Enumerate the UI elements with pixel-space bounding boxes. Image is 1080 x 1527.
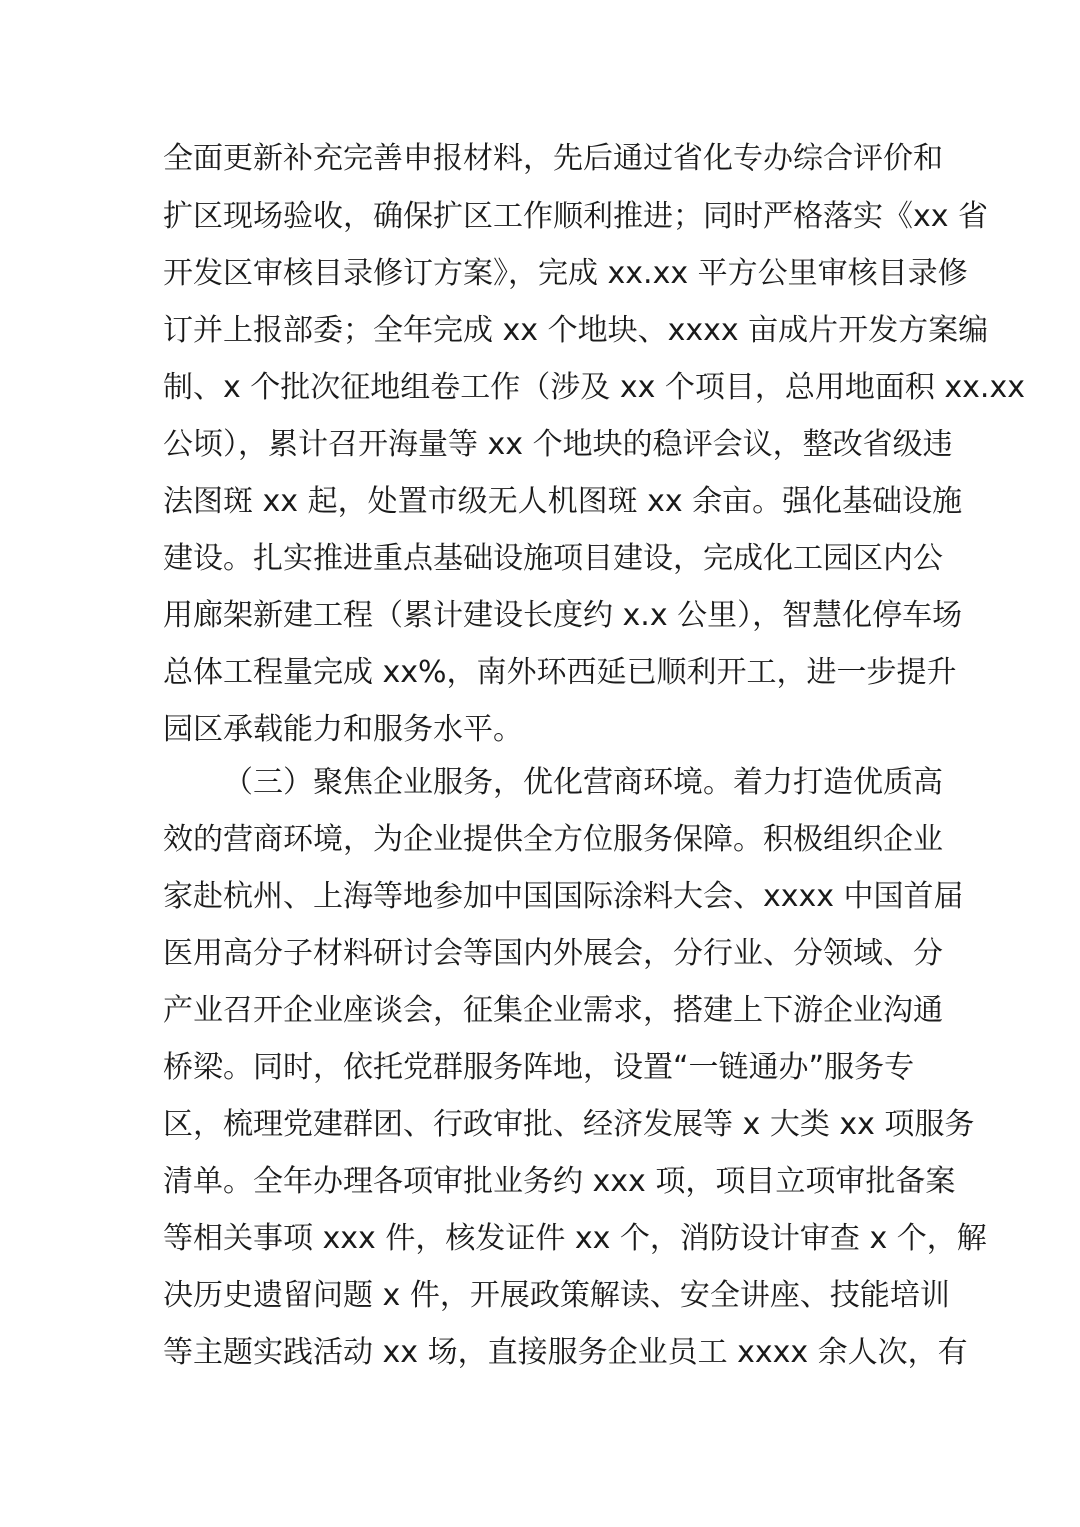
text-line: 总体工程量完成 xx%，南外环西延已顺利开工，进一步提升 [163,655,957,690]
text-line: 区，梳理党建群团、行政审批、经济发展等 x 大类 xx 项服务 [163,1107,975,1142]
text-line: 用廊架新建工程（累计建设长度约 x.x 公里），智慧化停车场 [163,598,963,633]
text-line: 决历史遗留问题 x 件，开展政策解读、安全讲座、技能培训 [163,1278,950,1313]
text-line: 开发区审核目录修订方案》，完成 xx.xx 平方公里审核目录修 [163,256,968,291]
text-line: 等主题实践活动 xx 场，直接服务企业员工 xxxx 余人次，有 [163,1335,968,1370]
text-line: 产业召开企业座谈会，征集企业需求，搭建上下游企业沟通 [163,993,943,1028]
text-line: 订并上报部委；全年完成 xx 个地块、xxxx 亩成片开发方案编 [163,313,989,348]
text-line: 建设。扎实推进重点基础设施项目建设，完成化工园区内公 [163,541,943,576]
section-heading-line: （三）聚焦企业服务，优化营商环境。着力打造优质高 [223,765,943,800]
text-line: 园区承载能力和服务水平。 [163,712,523,747]
text-line: 制、x 个批次征地组卷工作（涉及 xx 个项目，总用地面积 xx.xx [163,370,1025,405]
text-line: 扩区现场验收，确保扩区工作顺利推进；同时严格落实《xx 省 [163,199,989,234]
text-line: 公顷），累计召开海量等 xx 个地块的稳评会议，整改省级违 [163,427,953,462]
text-line: 等相关事项 xxx 件，核发证件 xx 个，消防设计审查 x 个，解 [163,1221,987,1256]
text-line: 桥梁。同时，依托党群服务阵地，设置“一链通办”服务专 [163,1050,915,1085]
text-line: 家赴杭州、上海等地参加中国国际涂料大会、xxxx 中国首届 [163,879,964,914]
text-line: 医用高分子材料研讨会等国内外展会，分行业、分领域、分 [163,936,943,971]
text-line: 清单。全年办理各项审批业务约 xxx 项，项目立项审批备案 [163,1164,956,1199]
text-line: 效的营商环境，为企业提供全方位服务保障。积极组织企业 [163,822,943,857]
text-line: 全面更新补充完善申报材料，先后通过省化专办综合评价和 [163,141,943,176]
text-line: 法图斑 xx 起，处置市级无人机图斑 xx 余亩。强化基础设施 [163,484,963,519]
